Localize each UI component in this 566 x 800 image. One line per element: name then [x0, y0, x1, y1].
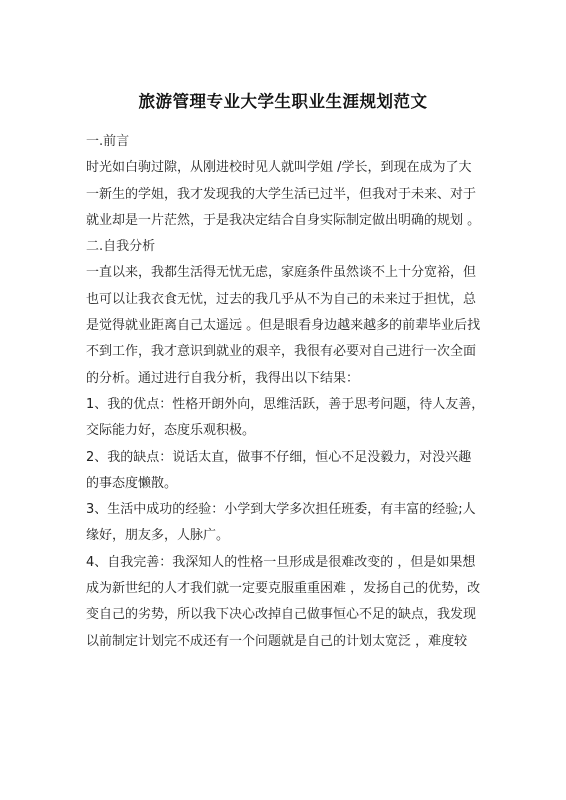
document-body — [86, 129, 500, 655]
paragraph-line: 就业却是一片茫然，于是我决定结合自身实际制定做出明确的规划 。 — [86, 212, 481, 228]
paragraph-line: 一新生的学姐，我才发现我的大学生活已过半，但我对于未来、对于 — [86, 186, 477, 202]
section-heading-preface: 一.前言 — [86, 134, 130, 149]
paragraph-line: 一直以来，我都生活得无忧无虑，家庭条件虽然谈不上十分宽裕，但 — [86, 265, 477, 281]
list-item-weaknesses: 2、我的缺点：说话太直，做事不仔细，恒心不足没毅力，对没兴趣 — [86, 449, 472, 465]
paragraph-line: 成为新世纪的人才我们就一定要克服重重困难 ，发扬自己的优势，改 — [86, 581, 481, 597]
paragraph-line: 缘好，朋友多，人脉广。 — [86, 528, 230, 544]
paragraph-line: 交际能力好，态度乐观积极。 — [86, 423, 256, 439]
document-title: 旅游管理专业大学生职业生涯规划范文 — [138, 92, 428, 111]
paragraph-line: 以前制定计划完不成还有一个问题就是自己的计划太宽泛 ，难度较 — [86, 633, 468, 649]
list-item-strengths: 1、我的优点：性格开朗外向，思维活跃，善于思考问题，待人友善， — [86, 396, 485, 412]
paragraph-line: 是觉得就业距离自己太遥远 。但是眼看身边越来越多的前辈毕业后找 — [86, 318, 481, 334]
section-heading-self-analysis: 二.自我分析 — [86, 239, 156, 255]
paragraph-line: 变自己的劣势，所以我下决心改掉自己做事恒心不足的缺点，我发现 — [86, 607, 477, 623]
paragraph-line: 不到工作，我才意识到就业的艰辛，我很有必要对自己进行一次全面 — [86, 344, 477, 360]
list-item-self-improvement: 4、自我完善：我深知人的性格一旦形成是很难改变的 ，但是如果想 — [86, 554, 476, 570]
paragraph-line: 的分析。通过进行自我分析，我得出以下结果： — [86, 370, 360, 386]
list-item-experience: 3、生活中成功的经验：小学到大学多次担任班委，有丰富的经验;人 — [86, 502, 476, 518]
paragraph-line: 的事态度懒散。 — [86, 475, 178, 491]
paragraph-line: 也可以让我衣食无忧，过去的我几乎从不为自己的未来过于担忧，总 — [86, 291, 477, 307]
paragraph-line: 时光如白驹过隙，从刚进校时见人就叫学姐 /学长，到现在成为了大 — [86, 160, 472, 176]
